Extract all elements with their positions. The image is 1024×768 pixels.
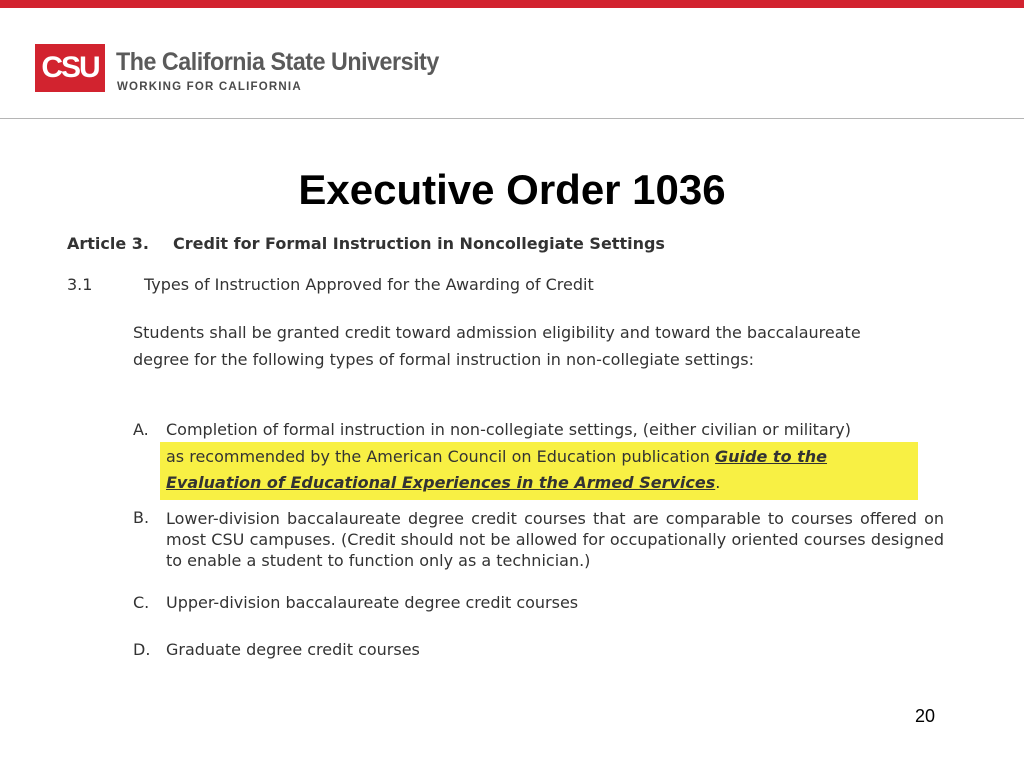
list-item-d-text: Graduate degree credit courses xyxy=(166,640,420,659)
list-item-a-end: . xyxy=(715,473,721,492)
logo-tagline: WORKING FOR CALIFORNIA xyxy=(117,81,302,93)
csu-logo-mark: CSU xyxy=(35,44,105,92)
list-item-c-letter: C. xyxy=(133,593,150,612)
publication-title-part2: Evaluation of Educational Experiences in the Armed Services xyxy=(166,473,716,492)
list-item-a-line3 xyxy=(166,473,720,493)
slide-title: Executive Order 1036 xyxy=(298,166,726,213)
list-item-a-letter: A. xyxy=(133,420,149,439)
list-item-c-text: Upper-division baccalaureate degree credit courses xyxy=(166,593,579,612)
logo-university-name: The California State University xyxy=(116,48,439,76)
list-item-d-letter: D. xyxy=(133,640,151,659)
page-number: 20 xyxy=(914,706,936,726)
list-item-b-text: Lower-division baccalaureate degree credit courses that are comparable to courses offered on most CSU campuses. (Credit should not be allowed for occupationally oriented courses designed to enable a student to function only as a technician.) xyxy=(166,509,944,570)
section-title: Types of Instruction Approved for the Awarding of Credit xyxy=(144,275,594,294)
list-item-a-line1: Completion of formal instruction in non-collegiate settings, (either civilian or military) xyxy=(166,420,852,439)
intro-paragraph: Students shall be granted credit toward admission eligibility and toward the baccalaureate degree for the following types of formal instruction in non-collegiate settings: xyxy=(133,323,861,369)
list-item-a-line2 xyxy=(166,447,827,467)
list-item-b-letter: B. xyxy=(133,508,150,527)
list-item-a-line2-text: as recommended by the American Council on Education publication xyxy=(166,447,710,466)
publication-title-part1: Guide to the xyxy=(715,447,828,466)
article-title: Credit for Formal Instruction in Noncollegiate Settings xyxy=(173,234,665,253)
article-label: Article 3. xyxy=(67,234,150,253)
section-number: 3.1 xyxy=(67,275,93,294)
